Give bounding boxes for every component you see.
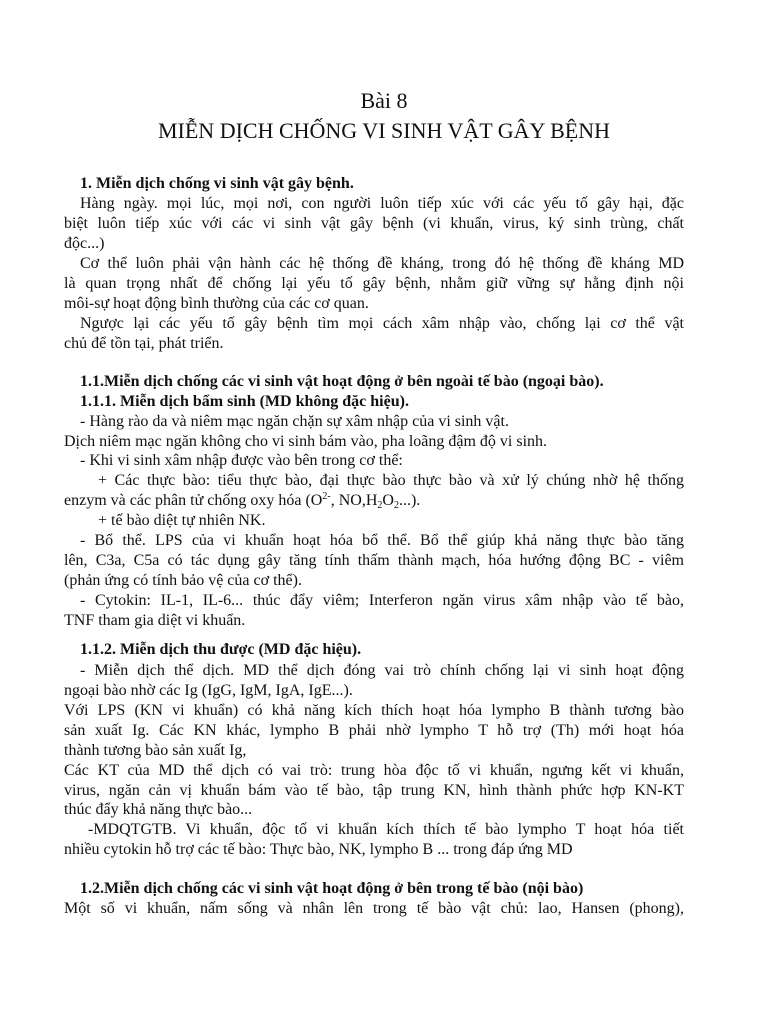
- innate-line-5-text: enzym và các phân tử chống oxy hóa (O: [64, 492, 323, 509]
- acquired-line-5: thành tương bào sản xuất Ig,: [64, 742, 247, 759]
- paragraph-1-line-2: biệt luôn tiếp xúc với các vi sinh vật gây bệnh (vi khuẩn, virus, ký sinh trùng, chất: [64, 215, 684, 232]
- section-1-heading: 1. Miễn dịch chống vi sinh vật gây bệnh.: [80, 175, 354, 192]
- innate-line-5-end: ...).: [398, 492, 421, 509]
- lesson-number: Bài 8: [360, 88, 408, 113]
- intracellular-line-1: Một số vi khuẩn, nấm sống và nhân lên trong tế bào vật chủ: lao, Hansen (phong),: [64, 900, 684, 917]
- peroxide-subscript-2: 2: [393, 500, 399, 511]
- peroxide-oxygen: O: [382, 492, 394, 509]
- acquired-line-1: - Miễn dịch thể dịch. MD thể dịch đóng vai trò chính chống lại vi sinh hoạt động: [80, 662, 684, 679]
- innate-line-9: (phản ứng có tính bảo vệ của cơ thể).: [64, 572, 302, 589]
- paragraph-2-line-3: môi-sự hoạt động bình thường của các cơ quan.: [64, 295, 369, 312]
- section-1-2-heading: 1.2.Miễn dịch chống các vi sinh vật hoạt động ở bên trong tế bào (nội bào): [80, 880, 584, 897]
- paragraph-2-line-2: là quan trọng nhất để chống lại yếu tố gây bệnh, nhằm giữ vững sự hằng định nội: [64, 275, 684, 292]
- innate-line-6: + tế bào diệt tự nhiên NK.: [98, 512, 266, 529]
- acquired-line-6: Các KT của MD thể dịch có vai trò: trung hòa độc tố vi khuẩn, ngưng kết vi khuẩn,: [64, 762, 684, 779]
- peroxide-subscript-1: 2: [377, 500, 383, 511]
- acquired-line-10: nhiều cytokin hỗ trợ các tế bào: Thực bào, NK, lympho B ... trong đáp ứng MD: [64, 841, 573, 858]
- innate-line-3: - Khi vi sinh xâm nhập được vào bên trong cơ thể:: [80, 452, 403, 469]
- acquired-line-7: virus, ngăn cản vị khuẩn bám vào tế bào, tập trung KN, hình thành phức hợp KN-KT: [64, 782, 684, 799]
- section-1-1-2-heading: 1.1.2. Miễn dịch thu được (MD đặc hiệu).: [80, 641, 362, 658]
- innate-line-1: - Hàng rào da và niêm mạc ngăn chặn sự xâm nhập của vi sinh vật.: [80, 413, 509, 430]
- innate-line-5-mid: , NO,H: [330, 492, 378, 509]
- innate-line-11: TNF tham gia diệt vi khuẩn.: [64, 612, 246, 629]
- paragraph-3-line-2: chủ để tồn tại, phát triển.: [64, 335, 224, 352]
- acquired-line-2: ngoại bào nhờ các Ig (IgG, IgM, IgA, IgE...).: [64, 682, 353, 699]
- acquired-line-9: -MDQTGTB. Vi khuẩn, độc tố vi khuẩn kích thích tế bào lympho T hoạt hóa tiết: [88, 821, 684, 838]
- superoxide-charge: 2-: [322, 491, 331, 502]
- paragraph-2-line-1: Cơ thể luôn phải vận hành các hệ thống đề kháng, trong đó hệ thống đề kháng MD: [80, 255, 684, 272]
- acquired-line-4: sản xuất Ig. Các KN khác, lympho B phải nhờ lympho T hỗ trợ (Th) mới hoạt hóa: [64, 722, 684, 739]
- innate-line-5: [64, 491, 420, 511]
- section-1-1-1-heading: 1.1.1. Miễn dịch bẩm sinh (MD không đặc hiệu).: [80, 393, 409, 410]
- paragraph-1-line-3: độc...): [64, 235, 105, 252]
- innate-line-7: - Bổ thể. LPS của vi khuẩn hoạt hóa bổ thể. Bổ thể giúp khả năng thực bào tăng: [80, 532, 684, 549]
- paragraph-1-line-1: Hàng ngày. mọi lúc, mọi nơi, con người luôn tiếp xúc với các yếu tố gây hại, đặc: [80, 195, 684, 212]
- innate-line-2: Dịch niêm mạc ngăn không cho vi sinh bám vào, pha loãng đậm độ vi sinh.: [64, 433, 548, 450]
- innate-line-8: lên, C3a, C5a có tác dụng gây tăng tính thấm thành mạch, hóa hướng động BC - viêm: [64, 552, 684, 569]
- paragraph-3-line-1: Ngược lại các yếu tố gây bệnh tìm mọi cách xâm nhập vào, chống lại cơ thể vật: [80, 315, 684, 332]
- section-1-1-heading: 1.1.Miễn dịch chống các vi sinh vật hoạt động ở bên ngoài tế bào (ngoại bào).: [80, 373, 604, 390]
- acquired-line-3: Với LPS (KN vi khuẩn) có khả năng kích thích hoạt hóa lympho B thành tương bào: [64, 702, 684, 719]
- document-title: MIỄN DỊCH CHỐNG VI SINH VẬT GÂY BỆNH: [157, 118, 611, 143]
- innate-line-4: + Các thực bào: tiểu thực bào, đại thực bào thực bào và xử lý chúng nhờ hệ thống: [98, 472, 684, 489]
- innate-line-10: - Cytokin: IL-1, IL-6... thúc đẩy viêm; Interferon ngăn virus xâm nhập vào tế bào,: [80, 592, 684, 609]
- acquired-line-8: thúc đẩy khả năng thực bào...: [64, 801, 253, 818]
